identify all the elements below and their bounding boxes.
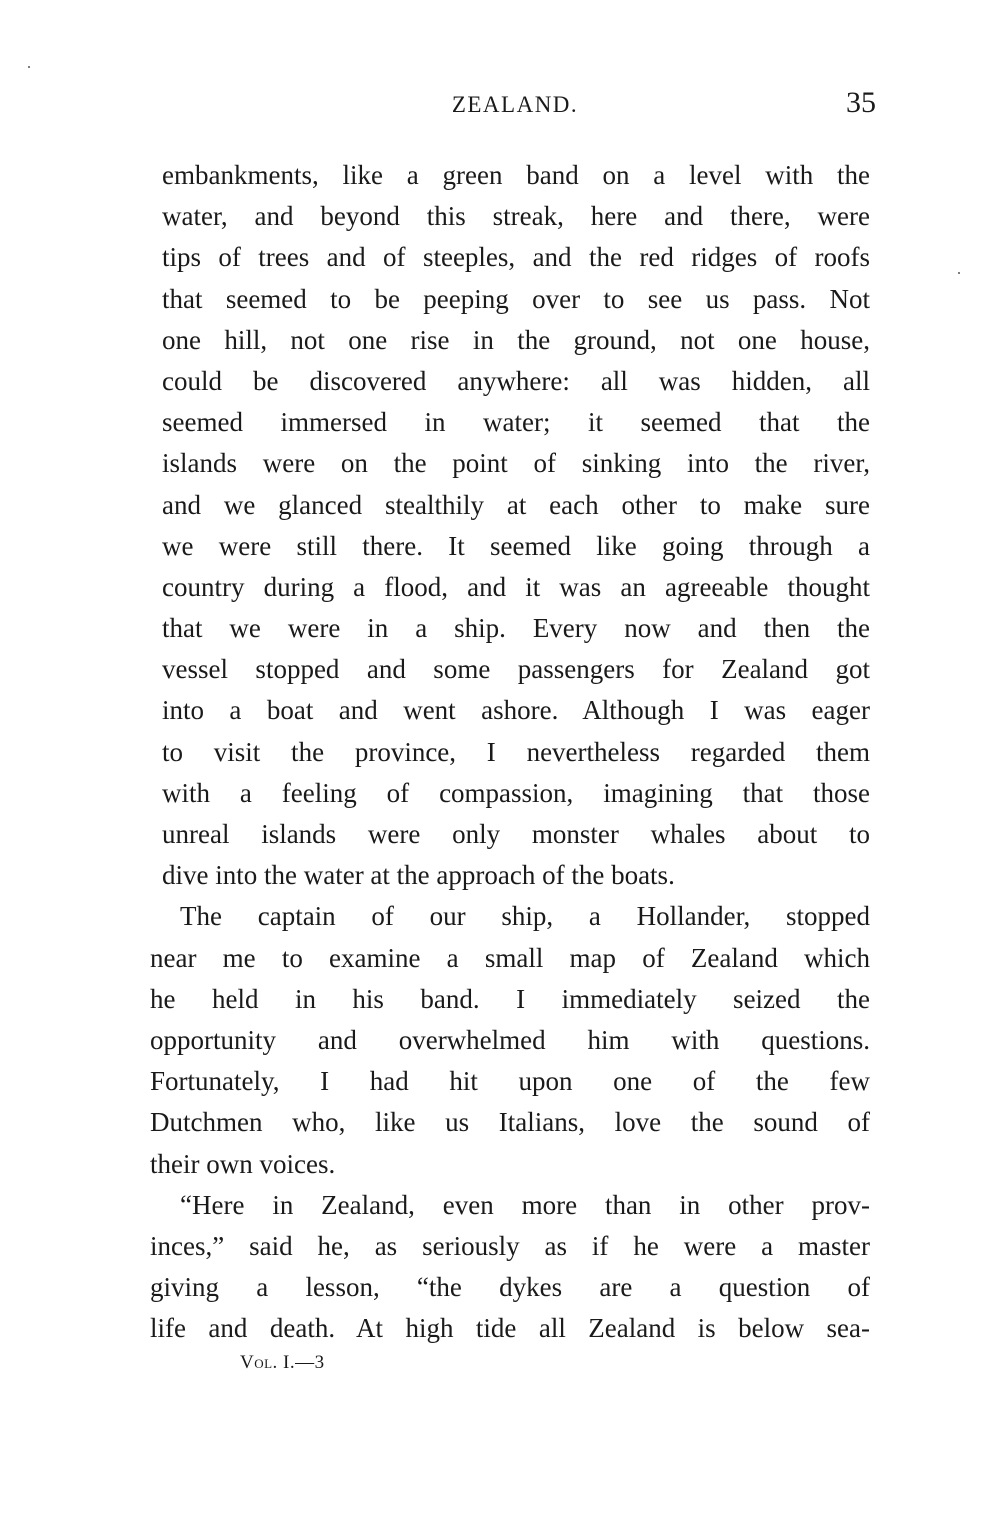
text-line: into a boat and went ashore. Although I was eager	[162, 695, 870, 726]
text-line: that seemed to be peeping over to see us pass. Not	[162, 283, 870, 314]
paragraph-2	[150, 896, 870, 1184]
text-line: life and death. At high tide all Zealand is below sea-	[150, 1313, 870, 1344]
text-line: Dutchmen who, like us Italians, love the sound of	[150, 1107, 870, 1138]
text-line: giving a lesson, “the dykes are a question of	[150, 1272, 870, 1303]
text-line: islands were on the point of sinking into the river,	[162, 448, 870, 479]
signature-mark: Vol. I.—3	[240, 1352, 325, 1373]
text-line: to visit the province, I nevertheless regarded them	[162, 736, 870, 767]
text-line: water, and beyond this streak, here and there, were	[162, 201, 870, 232]
print-speck	[28, 66, 30, 68]
text-line: dive into the water at the approach of the boats.	[162, 860, 675, 891]
print-speck	[958, 272, 960, 274]
text-line: that we were in a ship. Every now and then the	[162, 613, 870, 644]
body-text	[150, 155, 870, 1349]
paragraph-3	[150, 1185, 870, 1350]
text-line: Fortunately, I had hit upon one of the few	[150, 1066, 870, 1097]
paragraph-1	[150, 155, 870, 896]
text-line: opportunity and overwhelmed him with questions.	[150, 1024, 870, 1055]
text-line: The captain of our ship, a Hollander, stopped	[180, 901, 870, 932]
text-line: country during a flood, and it was an agreeable thought	[162, 571, 870, 602]
text-line: tips of trees and of steeples, and the red ridges of roofs	[162, 242, 870, 273]
text-line: with a feeling of compassion, imagining that those	[162, 777, 870, 808]
text-line: we were still there. It seemed like going through a	[162, 530, 870, 561]
text-line: one hill, not one rise in the ground, not one house,	[162, 324, 870, 355]
page-number: 35	[846, 86, 876, 119]
running-head	[150, 86, 880, 126]
text-line: near me to examine a small map of Zealand which	[150, 942, 870, 973]
text-line: unreal islands were only monster whales about to	[162, 819, 870, 849]
text-line: could be discovered anywhere: all was hidden, all	[162, 365, 870, 396]
text-line: seemed immersed in water; it seemed that the	[162, 407, 870, 438]
text-line: “Here in Zealand, even more than in other prov-	[180, 1189, 870, 1220]
running-title: ZEALAND.	[451, 92, 579, 117]
text-line: vessel stopped and some passengers for Zealand got	[162, 654, 870, 685]
text-line: and we glanced stealthily at each other to make sure	[162, 489, 870, 520]
text-line: their own voices.	[150, 1148, 336, 1179]
text-line: he held in his band. I immediately seized the	[150, 983, 870, 1014]
text-line: inces,” said he, as seriously as if he were a master	[150, 1230, 870, 1261]
text-line: embankments, like a green band on a level with the	[162, 160, 870, 190]
